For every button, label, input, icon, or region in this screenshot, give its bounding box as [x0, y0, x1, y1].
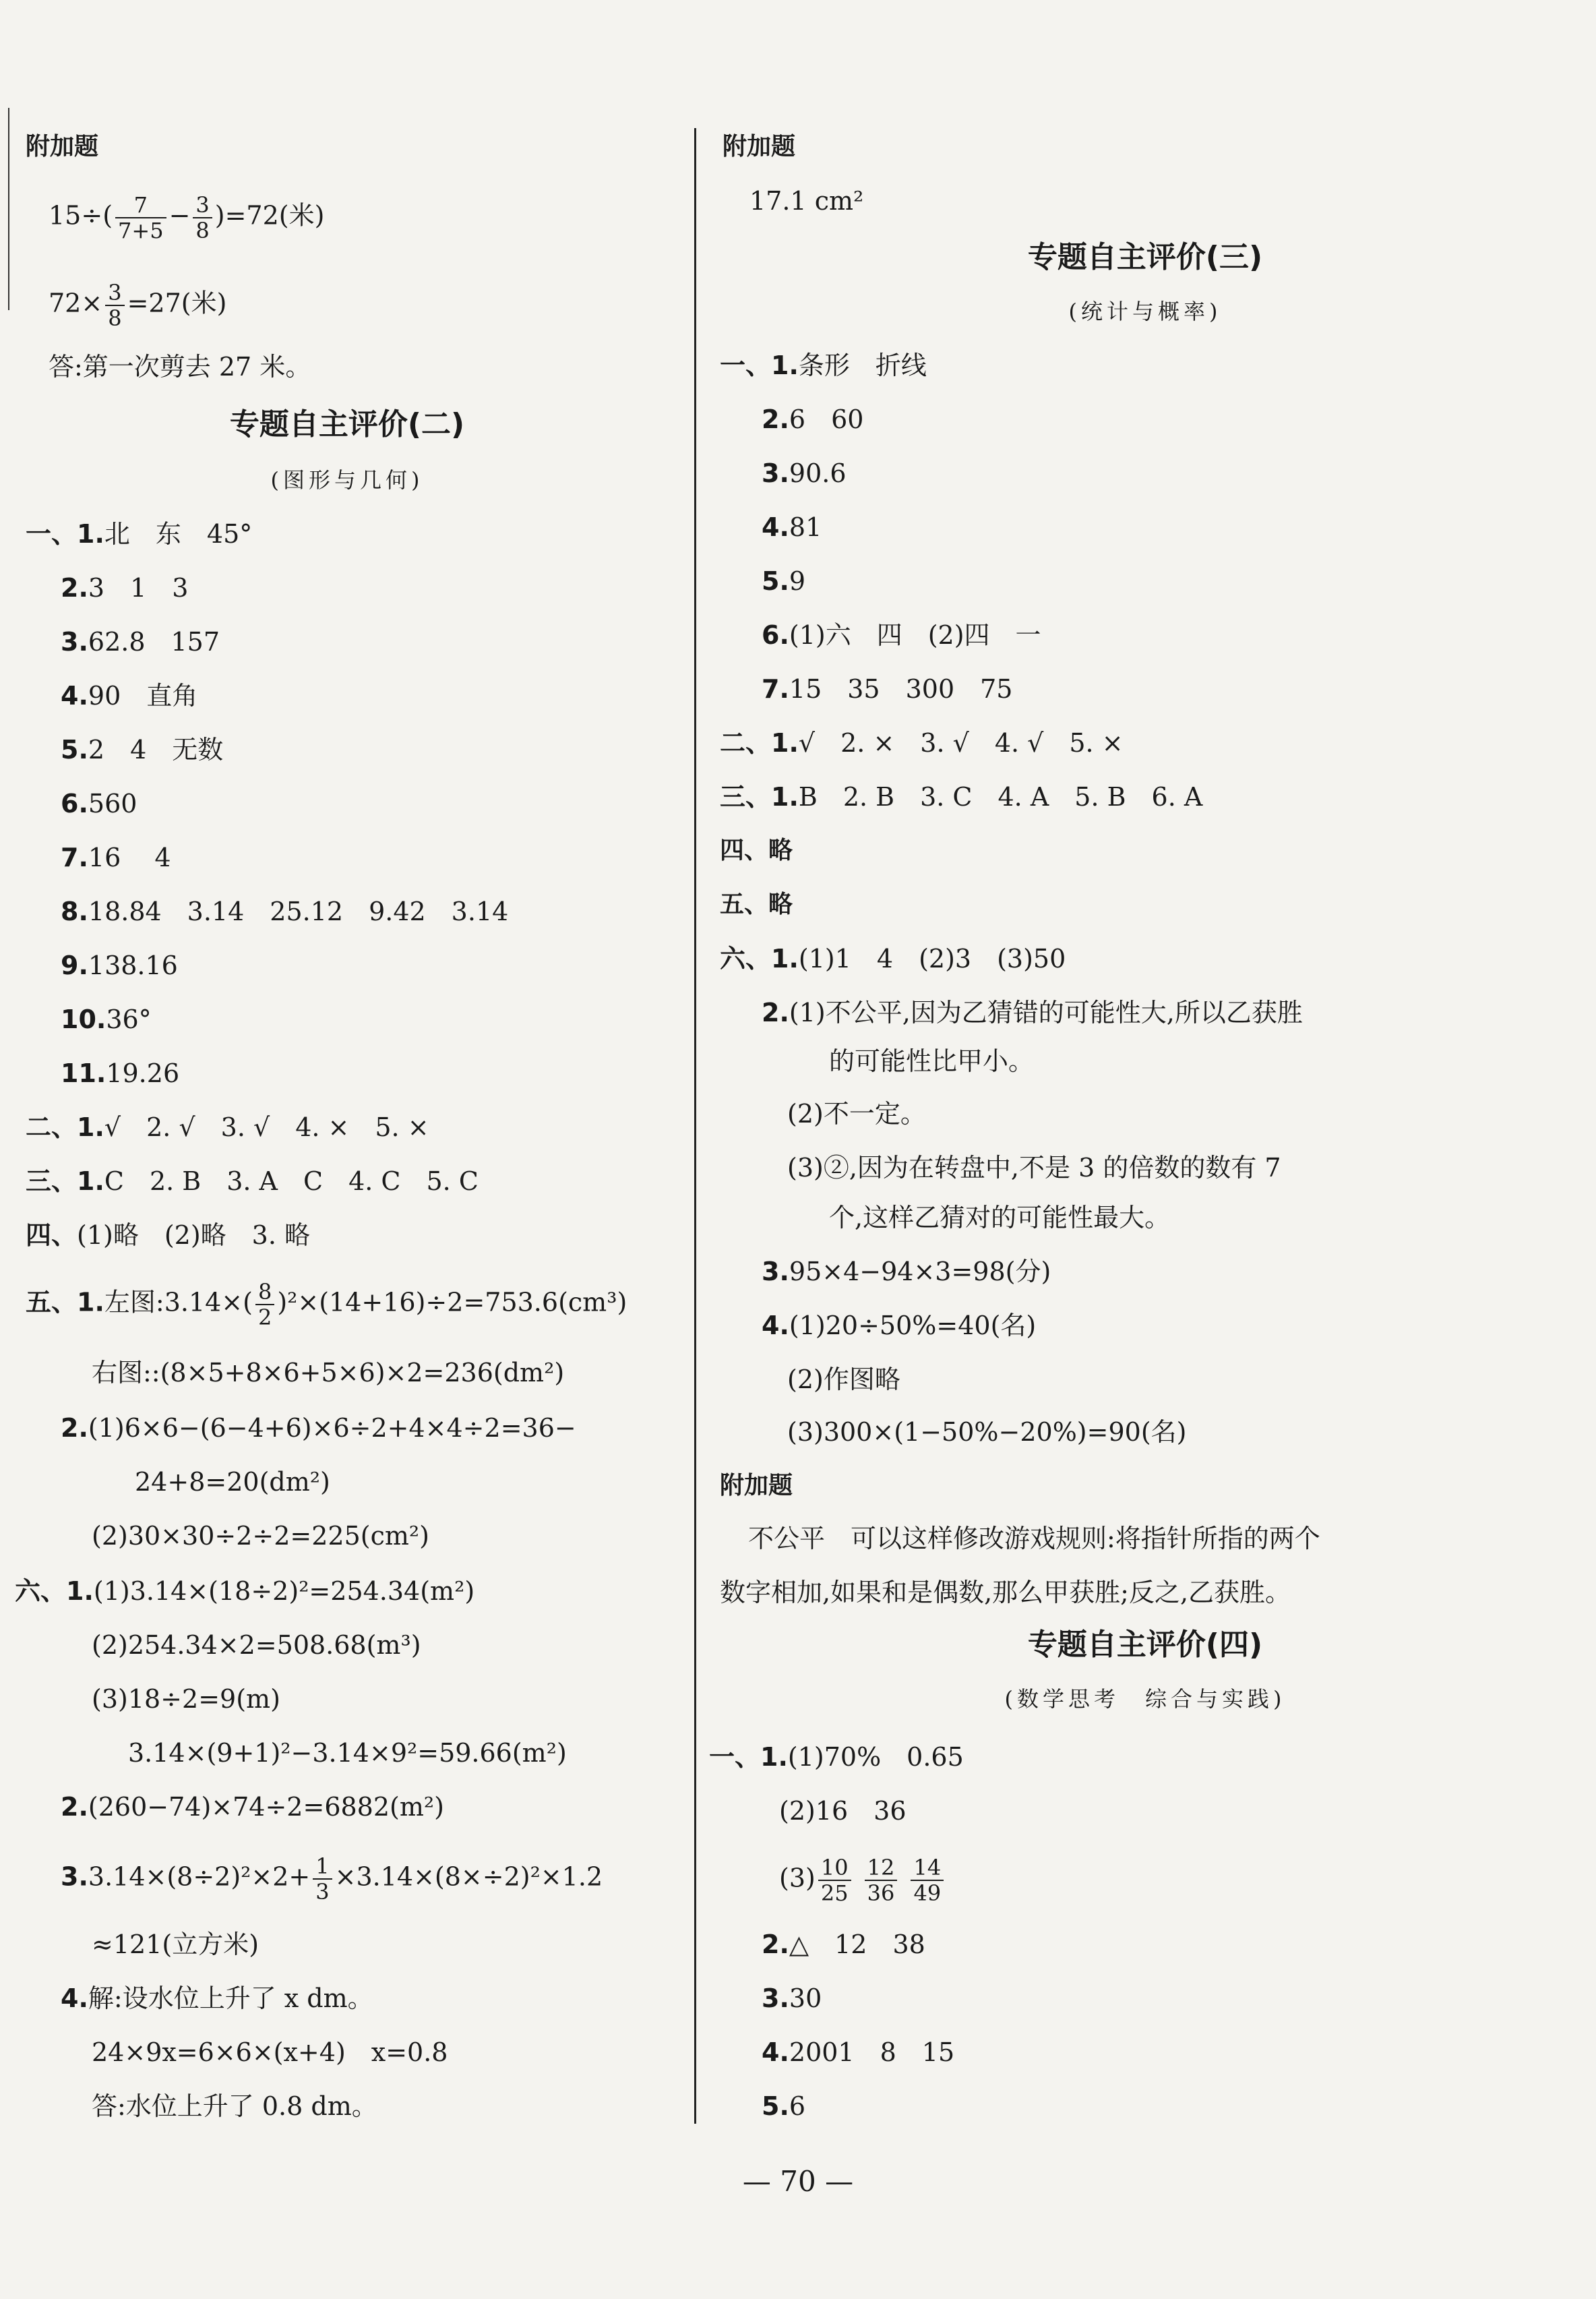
- answer-line: 六、1.(1)1 4 (2)3 (3)50: [720, 944, 1066, 974]
- answer-line: (2)作图略: [787, 1365, 900, 1394]
- answer-line: 10.36°: [61, 1005, 152, 1034]
- fraction: $\frac{1}{3}$: [313, 1854, 332, 1904]
- equation-line: 3.3.14×(8÷2)²×2+ $\frac{1}{3}$ ×3.14×(8×÷2)²×1.2: [61, 1853, 603, 1905]
- answer-line: (3)②,因为在转盘中,不是 3 的倍数的数有 7: [787, 1153, 1281, 1183]
- equation-line: (2)30×30÷2÷2=225(cm²): [92, 1521, 429, 1551]
- answer-line: 7.16 4: [61, 843, 171, 872]
- section-title: 专题自主评价(四): [1027, 1628, 1263, 1662]
- answer-line: 4.90 直角: [61, 681, 198, 711]
- answer-line: 2.△ 12 38: [762, 1930, 925, 1959]
- answer-line: (3)300×(1−50%−20%)=90(名): [787, 1417, 1187, 1447]
- fraction: $\frac{12}{36}$: [865, 1855, 898, 1905]
- answer-line: 5.9: [762, 566, 806, 596]
- answer-line: 五、略: [720, 891, 793, 918]
- equation-line: (3)18÷2=9(m): [92, 1684, 280, 1714]
- equation-line: 2.(1)6×6−(6−4+6)×6÷2+4×4÷2=36−: [61, 1413, 576, 1443]
- answer-line: (2)不一定。: [787, 1099, 926, 1129]
- left-margin-rule: [8, 108, 9, 310]
- answer-line: 四、(1)略 (2)略 3. 略: [26, 1220, 311, 1250]
- answer-line: 9.138.16: [61, 951, 178, 980]
- answer-line: 2.6 60: [762, 405, 864, 434]
- answer-line: 6.560: [61, 789, 137, 818]
- answer-line: 5.6: [762, 2091, 806, 2121]
- answer-line: 数字相加,如果和是偶数,那么甲获胜;反之,乙获胜。: [720, 1578, 1291, 1607]
- bonus-heading: 附加题: [26, 133, 99, 160]
- answer-line: 7.15 35 300 75: [762, 674, 1013, 704]
- answer-line: 4.2001 8 15: [762, 2037, 955, 2067]
- equation-line: 24+8=20(dm²): [135, 1467, 330, 1497]
- fraction: $\frac{7}{7+5}$: [115, 193, 166, 243]
- fraction: $\frac{3}{8}$: [193, 193, 212, 243]
- page-number: — 70 —: [742, 2165, 854, 2198]
- answer-line: 4.(1)20÷50%=40(名): [762, 1311, 1037, 1340]
- answer-line: 17.1 cm²: [749, 186, 864, 216]
- answer-line: 3.90.6: [762, 458, 847, 488]
- answer-line: 4.解:设水位上升了 x dm。: [61, 1983, 373, 2013]
- answer-line: 三、1.B 2. B 3. C 4. A 5. B 6. A: [720, 782, 1203, 812]
- bonus-heading: 附加题: [720, 1472, 793, 1499]
- answer-line: 个,这样乙猜对的可能性最大。: [829, 1203, 1171, 1232]
- answer-line: 二、1.√ 2. × 3. √ 4. √ 5. ×: [720, 728, 1124, 758]
- answer-line: 2.(1)不公平,因为乙猜错的可能性大,所以乙获胜: [762, 998, 1303, 1027]
- fraction: $\frac{8}{2}$: [255, 1280, 274, 1330]
- column-divider: [694, 128, 696, 2124]
- bonus-heading: 附加题: [723, 133, 796, 160]
- answer-line: 的可能性比甲小。: [829, 1046, 1035, 1076]
- equation-line: 五、1.左图:3.14×( $\frac{8}{2}$ )²×(14+16)÷2=753.6(cm³): [26, 1279, 627, 1330]
- equation-line: ≈121(立方米): [92, 1930, 259, 1959]
- answer-line: 2.3 1 3: [61, 573, 189, 603]
- equation-line: 15÷( $\frac{7}{7+5}$ − $\frac{3}{8}$ )=72(米): [49, 192, 325, 243]
- answer-line: 3.62.8 157: [61, 627, 220, 657]
- equation-line: 72× $\frac{3}{8}$ =27(米): [49, 280, 227, 331]
- fraction-line: (3) $\frac{10}{25}$ $\frac{12}{36}$ $\frac{14}{49}$: [779, 1855, 946, 1905]
- answer-line: 三、1.C 2. B 3. A C 4. C 5. C: [26, 1166, 479, 1196]
- answer-line: 一、1.(1)70% 0.65: [709, 1742, 964, 1772]
- equation-line: (2)254.34×2=508.68(m³): [92, 1630, 421, 1660]
- section-subtitle: (统计与概率): [1068, 299, 1222, 324]
- section-subtitle: (图形与几何): [270, 467, 424, 493]
- fraction: $\frac{10}{25}$: [818, 1855, 851, 1905]
- section-subtitle: (数学思考 综合与实践): [1004, 1686, 1286, 1712]
- equation-line: 六、1.(1)3.14×(18÷2)²=254.34(m²): [15, 1576, 475, 1606]
- answer-line: 3.30: [762, 1983, 822, 2013]
- equation-line: 24×9x=6×6×(x+4) x=0.8: [92, 2037, 448, 2067]
- fraction: $\frac{14}{49}$: [911, 1855, 944, 1905]
- answer-line: 四、略: [720, 837, 793, 864]
- answer-line: 4.81: [762, 512, 822, 542]
- answer-line: 一、1.条形 折线: [720, 351, 927, 380]
- answer-line: 8.18.84 3.14 25.12 9.42 3.14: [61, 897, 509, 926]
- equation-line: 2.(260−74)×74÷2=6882(m²): [61, 1792, 444, 1822]
- answer-line: 答:水位上升了 0.8 dm。: [92, 2091, 377, 2121]
- answer-line: 11.19.26: [61, 1058, 180, 1088]
- answer-line: 答:第一次剪去 27 米。: [49, 352, 311, 382]
- answer-line: 6.(1)六 四 (2)四 一: [762, 620, 1041, 650]
- answer-line: 一、1.北 东 45°: [26, 519, 253, 549]
- section-title: 专题自主评价(二): [229, 407, 465, 442]
- answer-line: 5.2 4 无数: [61, 735, 224, 765]
- answer-line: 二、1.√ 2. √ 3. √ 4. × 5. ×: [26, 1112, 429, 1142]
- equation-line: 3.14×(9+1)²−3.14×9²=59.66(m²): [128, 1738, 567, 1768]
- answer-line: (2)16 36: [779, 1796, 907, 1826]
- answer-line: 不公平 可以这样修改游戏规则:将指针所指的两个: [748, 1524, 1320, 1553]
- answer-line: 3.95×4−94×3=98(分): [762, 1257, 1051, 1286]
- section-title: 专题自主评价(三): [1027, 240, 1263, 274]
- fraction: $\frac{3}{8}$: [105, 280, 124, 330]
- equation-line: 右图::(8×5+8×6+5×6)×2=236(dm²): [92, 1358, 565, 1387]
